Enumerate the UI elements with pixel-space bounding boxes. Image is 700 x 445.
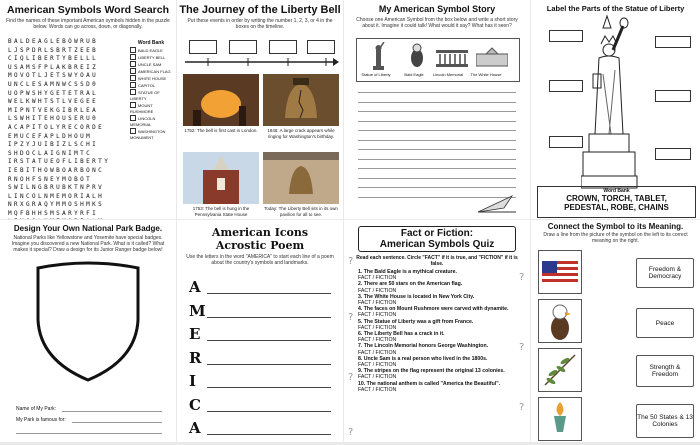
- svg-text:?: ?: [519, 272, 525, 283]
- word-search-bank: [130, 40, 172, 141]
- statue-title: Label the Parts of the Statue of Liberty: [546, 4, 685, 13]
- quiz-item: [344, 281, 530, 293]
- meaning-freedom-democracy[interactable]: Freedom & Democracy: [636, 258, 694, 288]
- symbol-label: Bald Eagle: [404, 72, 424, 77]
- word-search-row: LSWHITEHOUSERU0: [8, 115, 99, 123]
- quiz-instructions: Read each sentence. Circle "FACT" if it is true, and "FICTION" if it is false.: [356, 255, 518, 267]
- story-writing-line[interactable]: [358, 159, 516, 160]
- fact-fiction-choice[interactable]: FACT / FICTION: [358, 287, 397, 294]
- acrostic-writing-line[interactable]: [207, 411, 331, 412]
- acrostic-letter: A: [189, 278, 201, 296]
- word-search-row: BALDEAGLEBOWRUB: [8, 38, 99, 45]
- quiz-item: [344, 294, 530, 306]
- bald-eagle-icon: [406, 42, 428, 70]
- timeline-box-4[interactable]: [307, 40, 335, 54]
- quiz-item: [344, 343, 530, 355]
- lincoln-memorial-icon: [436, 46, 468, 68]
- quiz-title-2: American Symbols Quiz: [379, 239, 495, 250]
- acrostic-letter: C: [189, 395, 201, 414]
- story-writing-line[interactable]: [358, 102, 516, 103]
- fact-fiction-choice[interactable]: FACT / FICTION: [358, 324, 397, 331]
- word-search-row: IPZYJUIBIZLSCHI: [8, 141, 99, 149]
- word-search-row: IEBITHOWBOARBONC: [8, 166, 105, 174]
- acrostic-writing-line[interactable]: [207, 434, 331, 435]
- caption-1752-cast: 1752: The bell is first cast in London.: [184, 128, 258, 133]
- label-box-1[interactable]: [549, 30, 583, 42]
- acrostic-title-1: American Icons: [211, 226, 309, 239]
- liberty-bell-instructions: Put these events in order by writing the number 1, 2, 3, or 4 in the boxes on the timeline.: [187, 18, 333, 30]
- quiz-statement: 8. Uncle Sam is a real person who lived in the 1800s.: [358, 355, 488, 362]
- word-bank-item[interactable]: WASHINGTON MONUMENT: [130, 128, 172, 141]
- fact-fiction-choice[interactable]: FACT / FICTION: [358, 312, 397, 319]
- meaning-peace[interactable]: Peace: [636, 308, 694, 338]
- symbol-story-panel: [344, 0, 530, 219]
- word-bank-item[interactable]: CAPITOL: [130, 82, 172, 89]
- acrostic-writing-line[interactable]: [207, 293, 331, 294]
- acrostic-writing-line[interactable]: [207, 340, 331, 341]
- symbol-story-title: My American Symbol Story: [378, 4, 496, 14]
- label-box-4[interactable]: [655, 90, 691, 102]
- svg-text:?: ?: [519, 402, 525, 413]
- quiz-statement: 4. The faces on Mount Rushmore were carved with dynamite.: [358, 306, 509, 313]
- caption-1846-crack: 1846: A large crack appears while ringing for Washington's birthday.: [267, 128, 335, 139]
- fact-fiction-choice[interactable]: FACT / FICTION: [358, 275, 397, 282]
- label-box-2[interactable]: [655, 36, 691, 48]
- word-search-row: EMUCEFAPLDHOUM: [8, 132, 93, 140]
- word-bank-item[interactable]: LINCOLN MEMORIAL: [130, 115, 172, 128]
- symbol-label: Lincoln Memorial: [432, 72, 464, 77]
- quiz-statement: 3. The White House is located in New York City.: [358, 293, 475, 300]
- word-search-row: LINCOLNMEMORIALH: [8, 192, 105, 200]
- statue-bank-line2: PEDESTAL, ROBE, CHAINS: [564, 203, 669, 212]
- park-famous-line[interactable]: [72, 422, 162, 423]
- quiz-item: [344, 269, 530, 281]
- statue-bank-title: Word Bank: [603, 188, 630, 194]
- symbol-story-instructions: Choose one American Symbol from the box below and write a short story about it. Imagine it could talk! What would it say? What has it seen?: [356, 17, 518, 29]
- word-search-grid: [8, 38, 126, 219]
- statue-bank-line1: CROWN, TORCH, TABLET,: [566, 194, 667, 203]
- liberty-bell-panel: [177, 0, 343, 219]
- word-search-row: SHDOCLAIGNIMTC: [8, 149, 93, 157]
- story-writing-line[interactable]: [358, 178, 516, 179]
- word-search-row: [8, 218, 126, 219]
- story-writing-line[interactable]: [358, 92, 516, 93]
- quiz-statement: 9. The stripes on the flag represent the original 13 colonies.: [358, 368, 505, 375]
- word-bank-title: Word Bank: [137, 40, 165, 46]
- acrostic-writing-line[interactable]: [207, 317, 331, 318]
- connect-title: Connect the Symbol to its Meaning.: [547, 222, 684, 231]
- timeline-arrow-icon: [183, 56, 339, 68]
- bald-eagle-picture-icon: [539, 300, 581, 342]
- word-search-row: USAMSFPLAKBREIZ: [8, 63, 99, 71]
- word-search-row: RNOHFSNEYMOBOT: [8, 175, 93, 183]
- word-bank-item[interactable]: MOUNT RUSHMORE: [130, 102, 172, 115]
- acrostic-letter: A: [189, 419, 201, 437]
- label-box-3[interactable]: [549, 80, 583, 92]
- label-box-5[interactable]: [549, 136, 583, 148]
- svg-text:?: ?: [348, 427, 354, 438]
- park-name-line[interactable]: [62, 411, 162, 412]
- svg-text:?: ?: [348, 312, 354, 323]
- quiz-title-box: [358, 226, 516, 252]
- word-bank-item[interactable]: BALD EAGLE: [130, 47, 172, 54]
- word-search-row: ACAPITOLYRECORDE: [8, 123, 105, 131]
- word-search-row: WELKWHTSTLVEGEE: [8, 98, 99, 106]
- park-name-label: Name of My Park:: [16, 406, 57, 412]
- word-search-row: IRSTATUEOFLIBERTY: [8, 158, 111, 166]
- word-search-title: American Symbols Word Search: [6, 4, 170, 16]
- connect-instructions: Draw a line from the picture of the symbol on the left to its correct meaning on the right.: [543, 232, 688, 244]
- meaning-strength-freedom[interactable]: Strength & Freedom: [636, 355, 694, 387]
- svg-text:?: ?: [348, 256, 354, 267]
- story-writing-line[interactable]: [358, 111, 516, 112]
- acrostic-instructions: Use the letters in the word "AMERICA" to start each line of a poem about the country's symbols and landmarks.: [186, 254, 334, 266]
- word-bank-item[interactable]: LIBERTY BELL: [130, 54, 172, 61]
- quiz-item: [344, 368, 530, 380]
- state-house-image: [183, 152, 259, 204]
- timeline-box-2[interactable]: [229, 40, 257, 54]
- quiz-statement: 5. The Statue of Liberty was a gift from France.: [358, 318, 474, 325]
- fact-fiction-choice[interactable]: FACT / FICTION: [358, 362, 397, 369]
- quiz-item: [344, 356, 530, 368]
- statue-word-bank: [537, 186, 696, 218]
- fact-fiction-choice[interactable]: FACT / FICTION: [358, 386, 397, 393]
- white-house-icon: [476, 46, 508, 68]
- cracked-bell-image: [263, 74, 339, 126]
- word-search-row: MQFBHHSMSARYRFI: [8, 209, 99, 217]
- park-famous-label: My Park is famous for:: [16, 417, 66, 423]
- word-bank-item[interactable]: AMERICAN FLAG: [130, 68, 172, 75]
- meaning-50-states[interactable]: The 50 States & 13 Colonies: [636, 404, 694, 438]
- word-search-row: MIPNTVEKGIBRLEA: [8, 106, 99, 114]
- acrostic-title-2: Acrostic Poem: [215, 239, 305, 252]
- quiz-panel: [344, 220, 530, 442]
- svg-text:?: ?: [519, 342, 525, 353]
- word-search-row: MOVOTLJETSWYOAU: [8, 72, 99, 80]
- word-search-row: CIQLIBERTYBELLL: [8, 55, 99, 63]
- olive-branch-icon: [539, 349, 581, 391]
- american-flag-icon: [539, 251, 581, 293]
- word-search-row: SWILNGBRUBKTNPRV: [8, 184, 105, 192]
- statue-of-liberty-icon: [368, 42, 388, 70]
- badge-title: Design Your Own National Park Badge.: [13, 224, 163, 233]
- svg-text:?: ?: [348, 372, 354, 383]
- quiz-statement: 1. The Bald Eagle is a mythical creature.: [358, 269, 457, 275]
- acrostic-letter: R: [189, 348, 202, 367]
- acrostic-letter: M: [189, 301, 206, 320]
- quiz-statement: 7. The Lincoln Memorial honors George Washington.: [358, 343, 489, 350]
- quiz-statement: 10. The national anthem is called "America the Beautiful".: [358, 380, 501, 387]
- question-mark-decor-icon: [346, 250, 358, 440]
- bell-casting-image: [183, 74, 259, 126]
- story-writing-line[interactable]: [358, 168, 516, 169]
- fact-fiction-choice[interactable]: FACT / FICTION: [358, 374, 397, 381]
- quiz-statement: 2. There are 50 stars on the American flag.: [358, 281, 463, 288]
- timeline-box-1[interactable]: [189, 40, 217, 54]
- acrostic-letter: I: [189, 372, 197, 390]
- statue-of-liberty-drawing: [581, 14, 641, 190]
- park-extra-line[interactable]: [16, 433, 162, 434]
- story-writing-line[interactable]: [358, 140, 516, 141]
- liberty-bell-title: The Journey of the Liberty Bell: [179, 4, 341, 16]
- pavilion-bell-image: [263, 152, 339, 204]
- torch-picture[interactable]: [538, 397, 582, 441]
- word-search-row: UOPWSHYGETETRAL: [8, 89, 99, 97]
- word-search-row: NRXGRAQYMMOSHMKS: [8, 201, 105, 209]
- quiz-title-1: Fact or Fiction:: [400, 228, 474, 239]
- acrostic-letter: E: [189, 325, 201, 343]
- word-bank-item[interactable]: STATUE OF LIBERTY: [130, 89, 172, 102]
- word-search-row: UNCLESAMNWCSSD0: [8, 80, 99, 88]
- fact-fiction-choice[interactable]: FACT / FICTION: [358, 349, 397, 356]
- olive-branch-picture[interactable]: [538, 348, 582, 392]
- story-writing-line[interactable]: [358, 187, 516, 188]
- quiz-item: [344, 319, 530, 331]
- caption-1753-hung: 1753: The bell is hung in the Pennsylvania State House: [192, 206, 250, 217]
- story-writing-line[interactable]: [358, 130, 516, 131]
- acrostic-writing-line[interactable]: [207, 364, 331, 365]
- statue-panel: [531, 0, 700, 219]
- fact-fiction-choice[interactable]: FACT / FICTION: [358, 300, 397, 307]
- word-search-instructions: Find the names of these important American symbols hidden in the puzzle below. Words can go across, down, or diagonally.: [6, 18, 170, 30]
- acrostic-writing-line[interactable]: [207, 387, 331, 388]
- word-search-panel: [0, 0, 176, 219]
- question-mark-decor-icon-right: [518, 250, 530, 440]
- quill-icon: [474, 192, 518, 216]
- quiz-statement: 6. The Liberty Bell has a crack in it.: [358, 331, 445, 338]
- story-writing-line[interactable]: [358, 149, 516, 150]
- word-search-row: LJSPDRLSBRTZEEB: [8, 46, 99, 54]
- quiz-item: [344, 306, 530, 318]
- label-box-6[interactable]: [655, 148, 691, 160]
- fact-fiction-choice[interactable]: FACT / FICTION: [358, 337, 397, 344]
- quiz-item: [344, 331, 530, 343]
- badge-panel: [0, 220, 176, 442]
- badge-instructions: National Parks like Yellowstone and Yosemite have special badges. Imagine you discovered a new National Park. What is it called? What makes it special? Draw a design for its Junior Ranger badge below!: [11, 235, 165, 253]
- torch-icon: [539, 398, 581, 440]
- word-bank-item[interactable]: UNCLE SAM: [130, 61, 172, 68]
- word-bank-item[interactable]: WHITE HOUSE: [130, 75, 172, 82]
- caption-today-pavilion: Today: The Liberty Bell sits in its own pavilion for all to see.: [264, 206, 338, 217]
- flag-picture[interactable]: [538, 250, 582, 294]
- timeline-box-3[interactable]: [269, 40, 297, 54]
- story-writing-line[interactable]: [358, 121, 516, 122]
- quiz-item: [344, 381, 530, 393]
- shield-icon: [32, 260, 144, 384]
- symbol-label: The White House: [470, 72, 502, 77]
- symbol-label: Statue of Liberty: [361, 72, 391, 77]
- eagle-picture[interactable]: [538, 299, 582, 343]
- acrostic-panel: [177, 220, 343, 442]
